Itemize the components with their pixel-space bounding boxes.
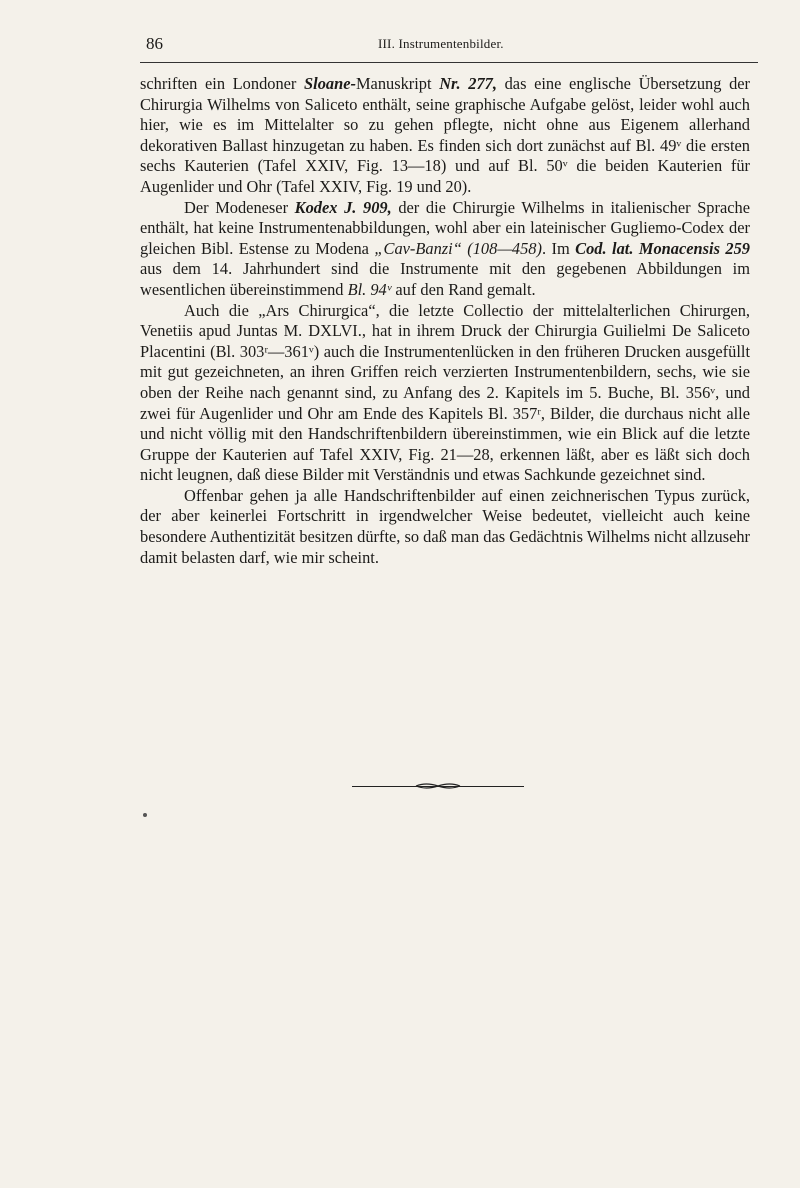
text-run: Auch die „Ars Chirurgica“, die letzte Collectio der mittelalterlichen Chirurgen, Venetiis apud Juntas M. DXLVI., hat in ihrem Druck der Chirurgia Guilielmi De Saliceto Placentini (Bl. 303ʳ—361ᵛ) auch die Instrumentenlücken in den früheren Drucken ausgefüllt mit gut gezeichneten, an ihren Griffen reich verzierten Instrumentenbildern, sechs, wie sie oben der Reihe nach genannt sind, zu Anfang des 2. Kapitels im 5. Buche, Bl. 356ᵛ, und zwei für Augenlider und Ohr am Ende des Kapitels Bl. 357ʳ, Bilder, die durchaus nicht alle und nicht völlig mit den Handschriftenbildern übereinstimmen, wie ein Blick auf die letzte Gruppe der Kauterien auf Tafel XXIV, Fig. 21—28, erkennen läßt, aber es läßt sich doch nicht leugnen, daß diese Bilder mit Verständnis und etwas Sachkunde gezeichnet sind.: [140, 300, 750, 485]
body-text: [140, 74, 750, 568]
text-run: aus dem 14. Jahrhundert sind die Instrumente mit den gegebenen Abbildungen im wesentlichen übereinstimmend: [140, 259, 750, 299]
emphasis-text: Sloane-: [304, 74, 356, 93]
paragraph: [140, 301, 750, 486]
paragraph: [140, 74, 750, 198]
text-run: auf den Rand gemalt.: [391, 279, 536, 299]
text-run: schriften ein Londoner: [140, 74, 305, 93]
ornament-icon: [414, 782, 462, 790]
emphasis-text: Bl. 94ᵛ: [347, 279, 392, 299]
text-run: . Im: [541, 238, 576, 258]
emphasis-text: Nr. 277,: [439, 74, 497, 93]
page-header: [140, 34, 758, 56]
emphasis-text: „Cav-Banzi“ (108—458): [374, 238, 542, 258]
text-run: Der Modeneser: [184, 197, 295, 217]
running-title: III. Instrumentenbilder.: [378, 36, 504, 51]
paragraph: [140, 486, 750, 568]
text-run: Offenbar gehen ja alle Handschriftenbilder auf einen zeichnerischen Typus zurück, der aber keinerlei Fortschritt in irgendwelcher Weise bedeutet, vielleicht auch keine besondere Authentizität besitzen dürfte, so daß man das Gedächtnis Wilhelms nicht allzusehr damit belasten darf, wie mir scheint.: [140, 485, 750, 567]
paragraph: [140, 198, 750, 301]
header-rule: [140, 62, 758, 63]
end-ornament-rule: [352, 786, 524, 788]
text-run: der die Chirurgie Wilhelms in italienischer Sprache enthält, hat keine Instrumentenabbildungen, wohl aber ein lateinischer Gugliemo-Codex der gleichen Bibl. Estense zu Modena: [140, 197, 750, 258]
text-run: Manuskript: [355, 74, 440, 93]
print-speck: [143, 813, 147, 817]
emphasis-text: Kodex J. 909,: [294, 197, 392, 217]
text-run: das eine englische Übersetzung der Chirurgia Wilhelms von Saliceto enthält, seine graphische Aufgabe gelöst, leider wohl auch hier, wie es im Mittelalter so zu gehen pflegte, nicht ohne aus Eigenem allerhand dekorativen Ballast hinzugetan zu haben. Es finden sich dort zunächst auf Bl. 49ᵛ die ersten sechs Kauterien (Tafel XXIV, Fig. 13—18) und auf Bl. 50ᵛ die beiden Kauterien für Augenlider und Ohr (Tafel XXIV, Fig. 19 und 20).: [140, 74, 750, 196]
emphasis-text: Cod. lat. Monacensis 259: [575, 238, 750, 258]
page-number: 86: [146, 34, 163, 53]
